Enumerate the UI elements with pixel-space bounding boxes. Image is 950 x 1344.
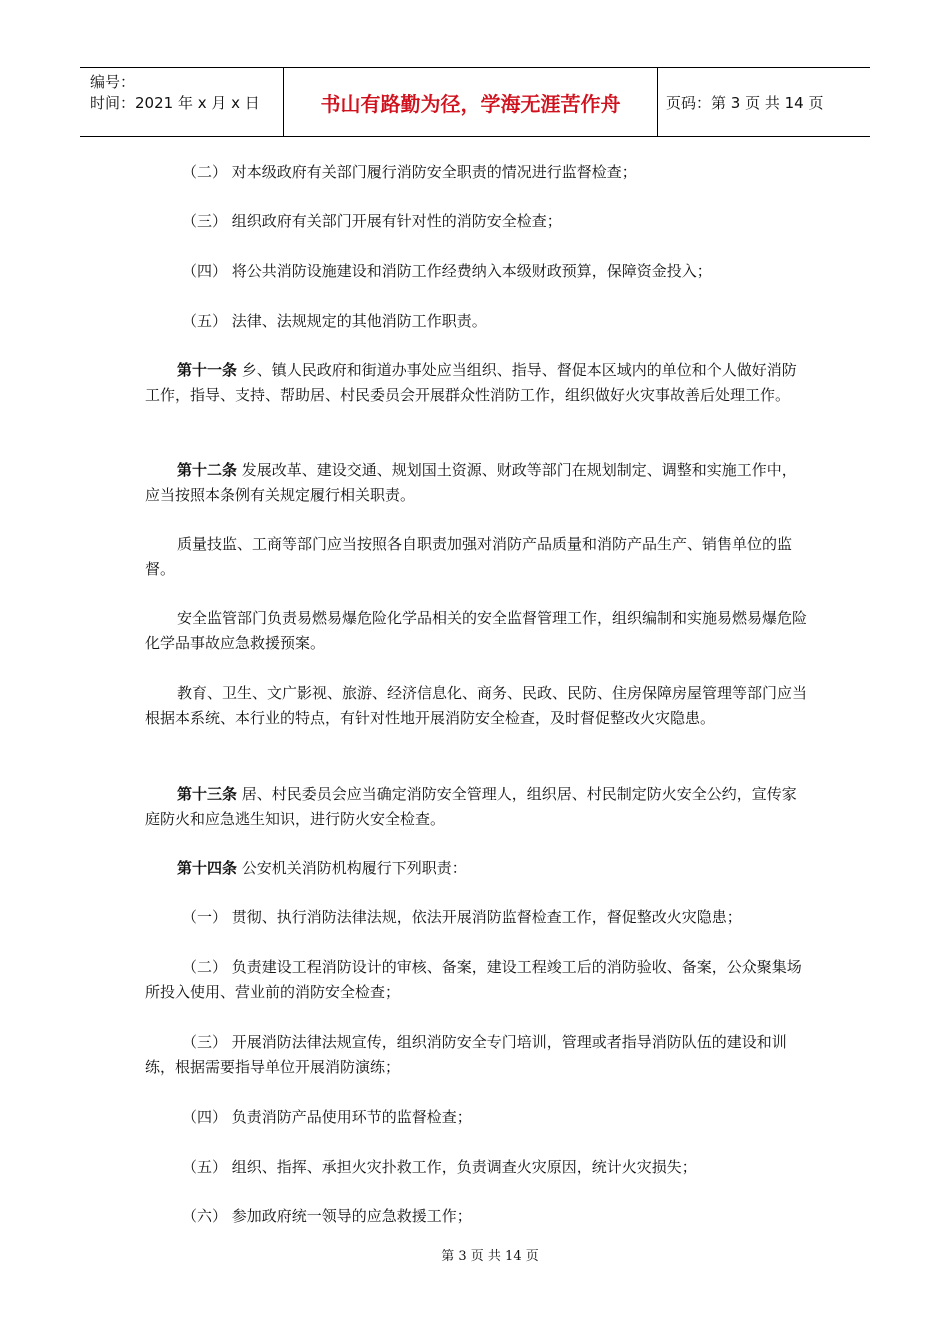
article-number: 第十二条: [177, 461, 238, 479]
article-number: 第十四条: [177, 859, 238, 877]
paragraph-text: （三） 开展消防法律法规宣传，组织消防安全专门培训，管理或者指导消防队伍的建设和训练，根据需要指导单位开展消防演练；: [145, 1033, 787, 1076]
article-paragraph: [145, 358, 810, 408]
header-page-label: 页码：第 3 页 共 14 页: [666, 93, 824, 112]
paragraph-text: 公安机关消防机构履行下列职责：: [237, 859, 467, 877]
paragraph-text: （一） 贯彻、执行消防法律法规，依法开展消防监督检查工作，督促整改火灾隐患；: [182, 908, 742, 926]
paragraph: [145, 681, 810, 731]
paragraph: [145, 309, 810, 334]
header-meta: [80, 68, 283, 136]
paragraph-text: （五） 组织、指挥、承担火灾扑救工作，负责调查火灾原因，统计火灾损失；: [182, 1158, 697, 1176]
paragraph-text: （二） 负责建设工程消防设计的审核、备案，建设工程竣工后的消防验收、备案，公众聚集场所投入使用、营业前的消防安全检查；: [145, 958, 802, 1001]
paragraph: [145, 259, 810, 284]
article-paragraph: [145, 458, 810, 508]
paragraph: [145, 532, 810, 582]
paragraph: [145, 160, 810, 185]
article-number: 第十一条: [177, 361, 238, 379]
header-motto: 书山有路勤为径，学海无涯苦作舟: [283, 68, 658, 136]
paragraph-text: 质量技监、工商等部门应当按照各自职责加强对消防产品质量和消防产品生产、销售单位的监督。: [145, 535, 793, 578]
paragraph: [145, 955, 810, 1005]
paragraph-text: （三） 组织政府有关部门开展有针对性的消防安全检查；: [182, 212, 562, 230]
paragraph: [145, 1030, 810, 1080]
paragraph: [145, 1105, 810, 1130]
paragraph-text: （四） 将公共消防设施建设和消防工作经费纳入本级财政预算，保障资金投入；: [182, 262, 712, 280]
document-number-label: 编号：: [90, 73, 136, 91]
page-footer: 第 3 页 共 14 页: [441, 1249, 539, 1264]
article-paragraph: [145, 856, 810, 881]
paragraph-text: 乡、镇人民政府和街道办事处应当组织、指导、督促本区域内的单位和个人做好消防工作，指导、支持、帮助居、村民委员会开展群众性消防工作，组织做好火灾事故善后处理工作。: [145, 361, 797, 404]
paragraph: [145, 1155, 810, 1180]
paragraph-text: 教育、卫生、文广影视、旅游、经济信息化、商务、民政、民防、住房保障房屋管理等部门应当根据本系统、本行业的特点，有针对性地开展消防安全检查，及时督促整改火灾隐患。: [145, 684, 808, 727]
article-number: 第十三条: [177, 785, 238, 803]
page-header: [80, 67, 870, 137]
paragraph: [145, 1204, 810, 1229]
paragraph-text: 安全监管部门负责易燃易爆危险化学品相关的安全监督管理工作，组织编制和实施易燃易爆危险化学品事故应急救援预案。: [145, 609, 808, 652]
paragraph-text: （二） 对本级政府有关部门履行消防安全职责的情况进行监督检查；: [182, 163, 637, 181]
paragraph-text: （五） 法律、法规规定的其他消防工作职责。: [182, 312, 487, 330]
paragraph-text: 发展改革、建设交通、规划国土资源、财政等部门在规划制定、调整和实施工作中，应当按照本条例有关规定履行相关职责。: [145, 461, 797, 504]
paragraph-text: （四） 负责消防产品使用环节的监督检查；: [182, 1108, 472, 1126]
paragraph: [145, 606, 810, 656]
article-paragraph: [145, 782, 810, 832]
paragraph-text: （六） 参加政府统一领导的应急救援工作；: [182, 1207, 472, 1225]
document-date-label: 时间：2021 年 x 月 x 日: [90, 94, 260, 112]
paragraph: [145, 209, 810, 234]
paragraph: [145, 905, 810, 930]
paragraph-text: 居、村民委员会应当确定消防安全管理人，组织居、村民制定防火安全公约，宣传家庭防火和应急逃生知识，进行防火安全检查。: [145, 785, 797, 828]
